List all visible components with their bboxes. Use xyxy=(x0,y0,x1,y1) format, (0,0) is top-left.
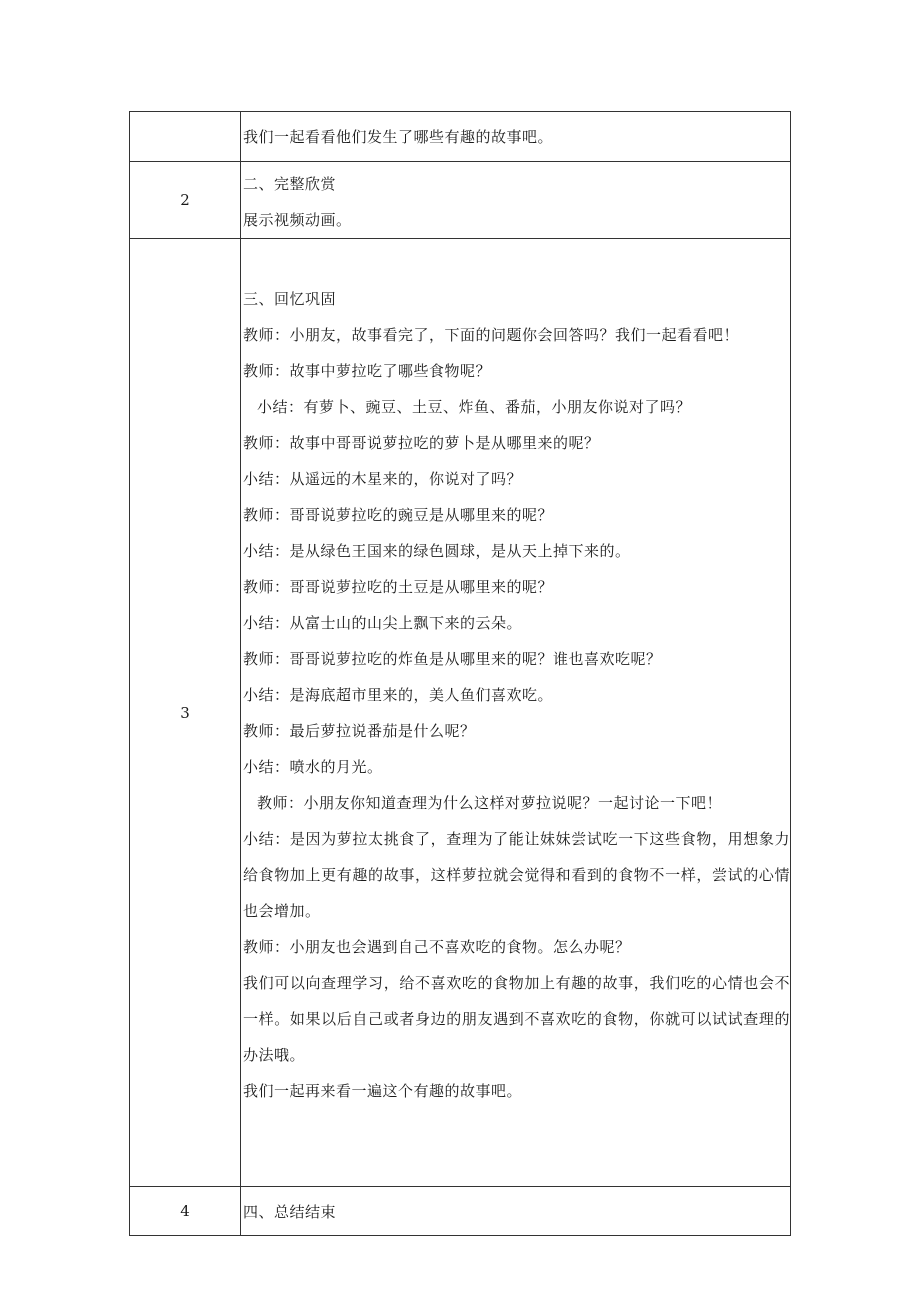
content-line: 教师：故事中萝拉吃了哪些食物呢？ xyxy=(243,362,492,380)
content-line: 小结：是从绿色王国来的绿色圆球，是从天上掉下来的。 xyxy=(243,542,631,560)
table-row xyxy=(130,162,791,239)
step-number: 2 xyxy=(130,162,241,239)
content-line: 我们一起再来看一遍这个有趣的故事吧。 xyxy=(243,1082,523,1100)
content-paragraph: 小结：是因为萝拉太挑食了，查理为了能让妹妹尝试吃一下这些食物，用想象力给食物加上更有趣的故事，这样萝拉就会觉得和看到的食物不一样，尝试的心情也会增加。 xyxy=(243,830,790,920)
content-paragraph: 我们可以向查理学习，给不喜欢吃的食物加上有趣的故事，我们吃的心情也会不一样。如果以后自己或者身边的朋友遇到不喜欢吃的食物，你就可以试试查理的办法哦。 xyxy=(243,974,790,1064)
content-line: 小结：有萝卜、豌豆、土豆、炸鱼、番茄，小朋友你说对了吗？ xyxy=(257,398,692,416)
section-heading: 三、回忆巩固 xyxy=(243,290,337,308)
lesson-plan-table xyxy=(129,111,791,1236)
step-number: 4 xyxy=(130,1187,241,1236)
content-line: 教师：哥哥说萝拉吃的土豆是从哪里来的呢？ xyxy=(243,578,554,596)
content-line: 小结：从遥远的木星来的，你说对了吗？ xyxy=(243,470,523,488)
content-line: 教师：故事中哥哥说萝拉吃的萝卜是从哪里来的呢？ xyxy=(243,434,600,452)
step-content xyxy=(241,112,791,162)
content-line: 小结：是海底超市里来的，美人鱼们喜欢吃。 xyxy=(243,686,554,704)
content-line: 展示视频动画。 xyxy=(243,211,352,229)
content-line: 教师：最后萝拉说番茄是什么呢？ xyxy=(243,722,476,740)
table-row xyxy=(130,239,791,1187)
content-line: 教师：小朋友你知道查理为什么这样对萝拉说呢？一起讨论一下吧！ xyxy=(257,794,723,812)
content-line: 教师：哥哥说萝拉吃的炸鱼是从哪里来的呢？谁也喜欢吃呢？ xyxy=(243,650,662,668)
section-heading: 四、总结结束 xyxy=(243,1203,337,1221)
content-line: 教师：小朋友，故事看完了，下面的问题你会回答吗？我们一起看看吧！ xyxy=(243,326,740,344)
table-row xyxy=(130,1187,791,1236)
step-number xyxy=(130,112,241,162)
step-number: 3 xyxy=(130,239,241,1187)
content-line: 小结：喷水的月光。 xyxy=(243,758,383,776)
content-line: 我们一起看看他们发生了哪些有趣的故事吧。 xyxy=(243,128,554,146)
step-content xyxy=(241,1187,791,1236)
step-content xyxy=(241,239,791,1187)
content-line: 教师：小朋友也会遇到自己不喜欢吃的食物。怎么办呢？ xyxy=(243,938,631,956)
table-row xyxy=(130,112,791,162)
step-content xyxy=(241,162,791,239)
content-line: 小结：从富士山的山尖上飘下来的云朵。 xyxy=(243,614,523,632)
content-line: 教师：哥哥说萝拉吃的豌豆是从哪里来的呢？ xyxy=(243,506,554,524)
section-heading: 二、完整欣赏 xyxy=(243,175,337,193)
